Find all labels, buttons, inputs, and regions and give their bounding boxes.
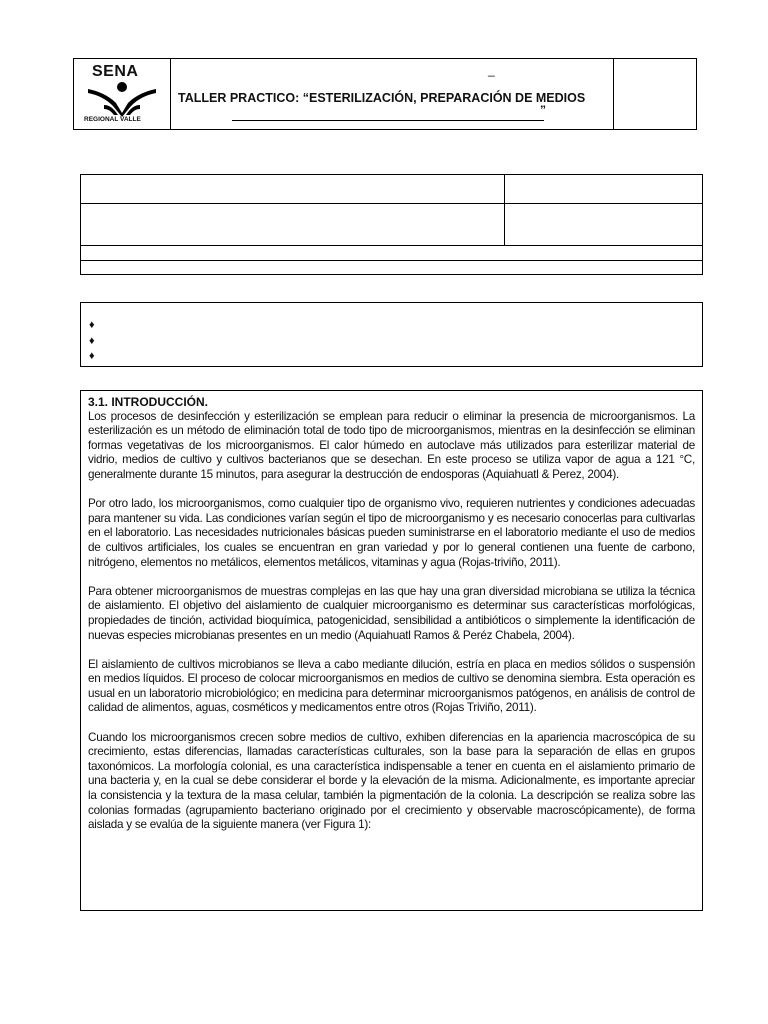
info-table-column-divider	[504, 175, 505, 246]
paragraph: Para obtener microorganismos de muestras complejas en las que hay una gran diversidad microbiana se utiliza la técnica de aislamiento. El objetivo del aislamiento de cualquier microorganismo es determinar sus características morfológicas, propiedades de tinción, actividad bioquímica, patogenicidad, sensibilidad a antibióticos o simplemente la identificación de nuevas especies microbianas presentes en un medio (Aquiahuatl Ramos & Peréz Chabela, 2004).	[88, 584, 695, 642]
sena-logo-text: SENA	[92, 63, 139, 80]
paragraph: Cuando los microorganismos crecen sobre medios de cultivo, exhiben diferencias en la apariencia macroscópica de su crecimiento, estas diferencias, llamadas características culturales, son la base para la separación de ellas en grupos taxonómicos. La morfología colonial, es una característica indispensable a tener en cuenta en el aislamiento primario de una bacteria y, en la cual se debe considerar el borde y la elevación de la misma. Adicionalmente, es importante apreciar la consistencia y la textura de la masa celular, también la pigmentación de la colonia. La descripción se realiza sobre las colonias formadas (agrupamiento bacteriano originado por el crecimiento y observable macroscópicamente), de forma aislada y se evalúa de la siguiente manera (ver Figura 1):	[88, 730, 695, 832]
section-heading: 3.1. INTRODUCCIÓN.	[88, 395, 209, 409]
paragraph: Los procesos de desinfección y esterilización se emplean para reducir o eliminar la presencia de microorganismos. La esterilización es un método de eliminación total de todo tipo de microorganismos, mientras en la desinfección se eliminan formas vegetativas de los microorganismos. El calor húmedo en autoclave más utilizados para esterilizar material de vidrio, medios de cultivo y cultivos bacterianos que se desechan. En este proceso se utiliza vapor de agua a 121 °C, generalmente durante 15 minutos, para asegurar la destrucción de endosporas (Aquiahuatl & Perez, 2004).	[88, 409, 695, 481]
logo-cell	[74, 59, 171, 129]
paragraph: Por otro lado, los microorganismos, como cualquier tipo de organismo vivo, requieren nutrientes y condiciones adecuadas para mantener su vida. Las condiciones varían según el tipo de microorganismo y es necesario conocerlas para cultivarlas en el laboratorio. Las necesidades nutricionales básicas pueden suministrarse en el laboratorio mediante el uso de medios de cultivos artificiales, los cuales se encuentran en gran variedad y por lo general contienen una fuente de carbono, nitrógeno, elementos no metálicos, elementos metálicos, vitaminas y agua (Rojas-triviño, 2011).	[88, 497, 695, 569]
objectives-box	[80, 302, 703, 367]
info-table-row-divider	[81, 245, 702, 246]
title-closing-quote: ”	[540, 103, 546, 117]
header-right-cell	[613, 59, 696, 129]
header-dash: _	[488, 63, 495, 77]
document-header	[73, 58, 697, 130]
paragraph: El aislamiento de cultivos microbianos se lleva a cabo mediante dilución, estría en placa en medios sólidos o suspensión en medios líquidos. El proceso de colocar microorganismos en medios de cultivo se denomina siembra. Esta operación es usual en un laboratorio microbiológico; en medicina para determinar microorganismos patógenos, en análisis de control de calidad de alimentos, aguas, cosméticos y medicamentos entre otros (Rojas Triviño, 2011).	[88, 657, 695, 715]
bullet-icon: ♦	[89, 350, 95, 362]
info-table-row-divider	[81, 203, 702, 204]
info-table	[80, 174, 703, 275]
bullet-icon: ♦	[89, 335, 95, 347]
bullet-icon: ♦	[89, 319, 95, 331]
document-title: TALLER PRACTICO: “ESTERILIZACIÓN, PREPARACIÓN DE MEDIOS	[178, 91, 586, 105]
introduction-section	[80, 390, 703, 911]
logo-region-text: REGIONAL VALLE	[84, 116, 141, 123]
info-table-row-divider	[81, 260, 702, 261]
sena-logo-icon	[84, 79, 160, 117]
title-underline	[232, 120, 544, 121]
